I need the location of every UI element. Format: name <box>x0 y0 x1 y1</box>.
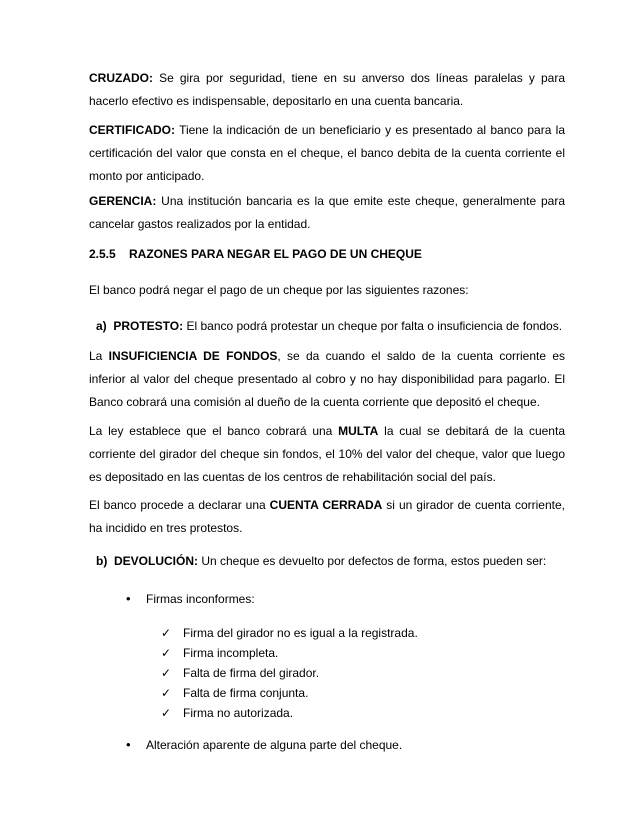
check-item-text: Firma del girador no es igual a la registrada. <box>183 626 418 640</box>
insuficiencia-text: , se da cuando el saldo de la cuenta corriente es inferior al valor del cheque presentado al cobro y no hay disponibilidad para pagarlo. El Banco cobrará una comisión al dueño de la cuenta corriente que depositó el cheque. <box>89 349 565 409</box>
bullet-alteracion <box>126 737 402 753</box>
multa-pre: La ley establece que el banco cobrará una <box>89 424 339 438</box>
term-certificado: CERTIFICADO: <box>89 123 175 137</box>
term-insuficiencia: INSUFICIENCIA DE FONDOS <box>108 349 278 363</box>
item-a-label: a) <box>96 319 107 333</box>
check-item-text: Falta de firma del girador. <box>183 666 320 680</box>
term-gerencia: GERENCIA: <box>89 194 157 208</box>
paragraph-multa <box>89 420 565 489</box>
insuficiencia-pre: La <box>89 349 109 363</box>
text-certificado: Tiene la indicación de un beneficiario y es presentado al banco para la certificación del valor que consta en el cheque, el banco debita de la cuenta corriente el monto por anticipado. <box>89 123 565 183</box>
check-item <box>161 645 278 661</box>
bullet-firmas-inconformes <box>126 591 255 607</box>
section-heading <box>89 246 422 262</box>
item-a-protesto <box>96 318 566 334</box>
paragraph-intro: El banco podrá negar el pago de un cheque por las siguientes razones: <box>89 283 469 297</box>
term-cuenta-cerrada: CUENTA CERRADA <box>269 498 383 512</box>
paragraph-cruzado <box>89 67 565 113</box>
item-a-term: PROTESTO: <box>113 319 184 333</box>
cerrada-text: si un girador de cuenta corriente, ha incidido en tres protestos. <box>89 498 565 535</box>
text-cruzado: Se gira por seguridad, tiene en su anverso dos líneas paralelas y para hacerlo efectivo es indispensable, depositarlo en una cuenta bancaria. <box>89 71 565 108</box>
paragraph-certificado <box>89 119 565 188</box>
check-item <box>161 625 418 641</box>
paragraph-gerencia <box>89 190 565 236</box>
multa-text: la cual se debitará de la cuenta corriente del girador del cheque sin fondos, el 10% del valor del cheque, valor que luego es depositado en las cuentas de los centros de rehabilitación social del país. <box>89 424 565 484</box>
bullet-firmas-text: Firmas inconformes: <box>146 592 255 606</box>
check-item-text: Firma no autorizada. <box>183 706 294 720</box>
cerrada-pre: El banco procede a declarar una <box>89 498 270 512</box>
item-b-text: Un cheque es devuelto por defectos de forma, estos pueden ser: <box>198 554 547 568</box>
checkmark-icon: ✓ <box>161 626 172 640</box>
checkmark-icon: ✓ <box>161 646 172 660</box>
check-item-text: Firma incompleta. <box>183 646 279 660</box>
bullet-icon: • <box>126 737 131 752</box>
bullet-icon: • <box>126 591 131 606</box>
paragraph-cuenta-cerrada <box>89 494 565 540</box>
checkmark-icon: ✓ <box>161 666 172 680</box>
section-title: RAZONES PARA NEGAR EL PAGO DE UN CHEQUE <box>129 247 422 261</box>
check-item <box>161 685 308 701</box>
check-item <box>161 665 319 681</box>
section-number: 2.5.5 <box>89 247 116 261</box>
item-a-text: El banco podrá protestar un cheque por falta o insuficiencia de fondos. <box>183 319 563 333</box>
check-item-text: Falta de firma conjunta. <box>183 686 309 700</box>
item-b-label: b) <box>96 554 108 568</box>
checkmark-icon: ✓ <box>161 686 172 700</box>
paragraph-insuficiencia <box>89 345 565 414</box>
term-multa: MULTA <box>338 424 379 438</box>
check-item <box>161 705 293 721</box>
text-gerencia: Una institución bancaria es la que emite este cheque, generalmente para cancelar gastos realizados por la entidad. <box>89 194 565 231</box>
bullet-alteracion-text: Alteración aparente de alguna parte del cheque. <box>146 738 403 752</box>
item-b-devolucion <box>96 553 566 569</box>
checkmark-icon: ✓ <box>161 706 172 720</box>
item-b-term: DEVOLUCIÓN: <box>114 554 198 568</box>
term-cruzado: CRUZADO: <box>89 71 153 85</box>
